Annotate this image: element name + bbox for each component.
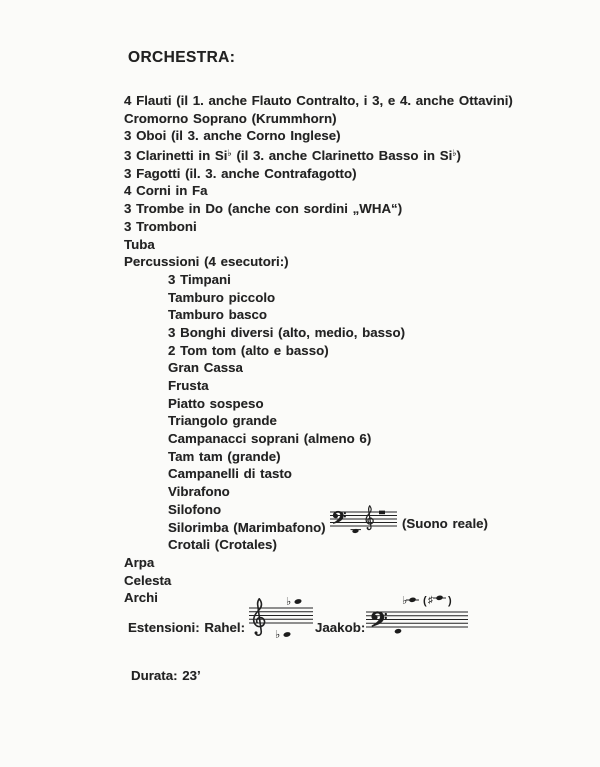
instrument-item: Tamburo basco: [168, 307, 268, 323]
flat-accidental: ♭: [286, 596, 292, 608]
silorimba-staff-notation: [330, 501, 397, 536]
bass-clef-icon: [372, 612, 387, 626]
instrument-item: Archi: [124, 590, 158, 606]
instrument-item: Tamburo piccolo: [168, 289, 276, 305]
instrument-item: Silorimba (Marimbafono): [168, 519, 326, 535]
instrument-item: Celesta: [124, 572, 172, 588]
jaakob-range-staff: [366, 588, 468, 640]
instrument-item: Crotali (Crotales): [168, 537, 277, 553]
instrument-item: 2 Tom tom (alto e basso): [168, 342, 329, 358]
paren-close: ): [448, 595, 452, 607]
paren-open: (: [423, 595, 427, 607]
bass-clef-icon: [333, 511, 346, 523]
instrument-item: Silofono: [168, 501, 222, 517]
instrument-item: 3 Tromboni: [124, 218, 197, 234]
instrument-item: Tam tam (grande): [168, 448, 281, 464]
flat-accidental: ♭: [402, 595, 408, 607]
instrument-item: Arpa: [124, 554, 155, 570]
instrument-item: Triangolo grande: [168, 413, 277, 429]
jaakob-label: Jaakob:: [315, 620, 366, 635]
flat-accidental: ♭: [275, 629, 281, 641]
treble-clef-icon: [254, 599, 265, 635]
instrument-item: 3 Timpani: [168, 271, 231, 287]
sharp-accidental: ♯: [428, 595, 433, 606]
instrument-item: 3 Clarinetti in Si♭ (il 3. anche Clarinetto Basso in Si♭): [124, 148, 461, 164]
duration-label: Durata: 23’: [131, 668, 201, 683]
suono-reale-label: (Suono reale): [402, 516, 488, 531]
page-title: ORCHESTRA:: [128, 49, 236, 66]
instrument-item: Campanacci soprani (almeno 6): [168, 431, 372, 447]
instrument-item: Percussioni (4 esecutori:): [124, 254, 289, 270]
instrument-item: 4 Flauti (il 1. anche Flauto Contralto, i 3, e 4. anche Ottavini): [124, 93, 513, 108]
instrument-item: Tuba: [124, 236, 155, 252]
instrument-item: 4 Corni in Fa: [124, 183, 208, 199]
instrument-item: Gran Cassa: [168, 360, 243, 376]
instrument-item: 3 Trombe in Do (anche con sordini „WHA“): [124, 201, 403, 217]
instrument-item: Cromorno Soprano (Krummhorn): [124, 110, 337, 126]
instrument-item: 3 Fagotti (il. 3. anche Contrafagotto): [124, 165, 357, 181]
instrument-item: Campanelli di tasto: [168, 466, 292, 482]
instrument-item: Vibrafono: [168, 484, 230, 500]
rahel-range-staff: [245, 592, 313, 644]
instrument-item: 3 Oboi (il 3. anche Corno Inglese): [124, 128, 341, 144]
instrument-item: 3 Bonghi diversi (alto, medio, basso): [168, 324, 405, 340]
estensioni-rahel-label: Estensioni: Rahel:: [128, 620, 245, 635]
instrument-item: Frusta: [168, 378, 209, 393]
instrument-item: Piatto sospeso: [168, 395, 264, 411]
